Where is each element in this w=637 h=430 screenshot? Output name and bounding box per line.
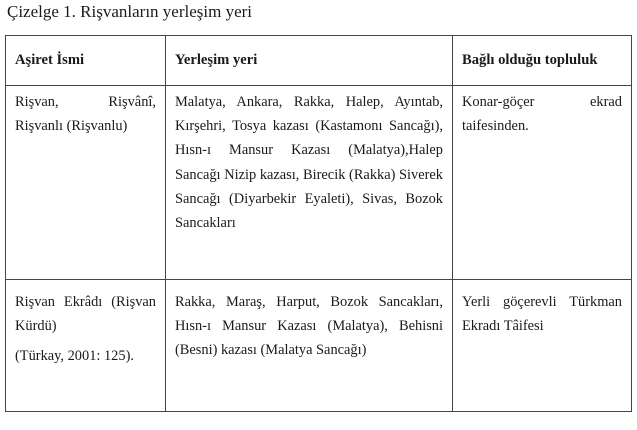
header-settlement: Yerleşim yeri: [166, 36, 453, 86]
table-caption: Çizelge 1. Rişvanların yerleşim yeri: [7, 2, 253, 21]
header-tribe-name: Aşiret İsmi: [6, 36, 166, 86]
settlement-table: [5, 35, 632, 412]
cell-tribe-name: Rişvan, Rişvânî, Rişvanlı (Rişvanlu): [6, 86, 166, 280]
cell-settlement: Malatya, Ankara, Rakka, Halep, Ayıntab, Kırşehri, Tosya kazası (Kastamonı Sancağı), Hısn-ı Mansur Kazası (Malatya),Halep Sancağı Nizip kazası, Birecik (Rakka) Siverek Sancağı (Diyarbekir Eyaleti), Sivas, Bozok Sancakları: [166, 86, 453, 280]
table-row: [6, 280, 632, 412]
citation-note: (Türkay, 2001: 125).: [15, 348, 134, 365]
tribe-name-text: Rişvan Ekrâdı (Rişvan Kürdü): [15, 294, 156, 335]
header-community: Bağlı olduğu topluluk: [453, 36, 632, 86]
cell-community: Yerli göçerevli Türkman Ekradı Tâifesi: [453, 280, 632, 412]
table-header-row: [6, 36, 632, 86]
table-row: [6, 86, 632, 280]
cell-settlement: Rakka, Maraş, Harput, Bozok Sancakları, Hısn-ı Mansur Kazası (Malatya), Behisni (Besni) kazası (Malatya Sancağı): [166, 280, 453, 412]
cell-tribe-name: [6, 280, 166, 412]
cell-community: Konar-göçer ekrad taifesinden.: [453, 86, 632, 280]
